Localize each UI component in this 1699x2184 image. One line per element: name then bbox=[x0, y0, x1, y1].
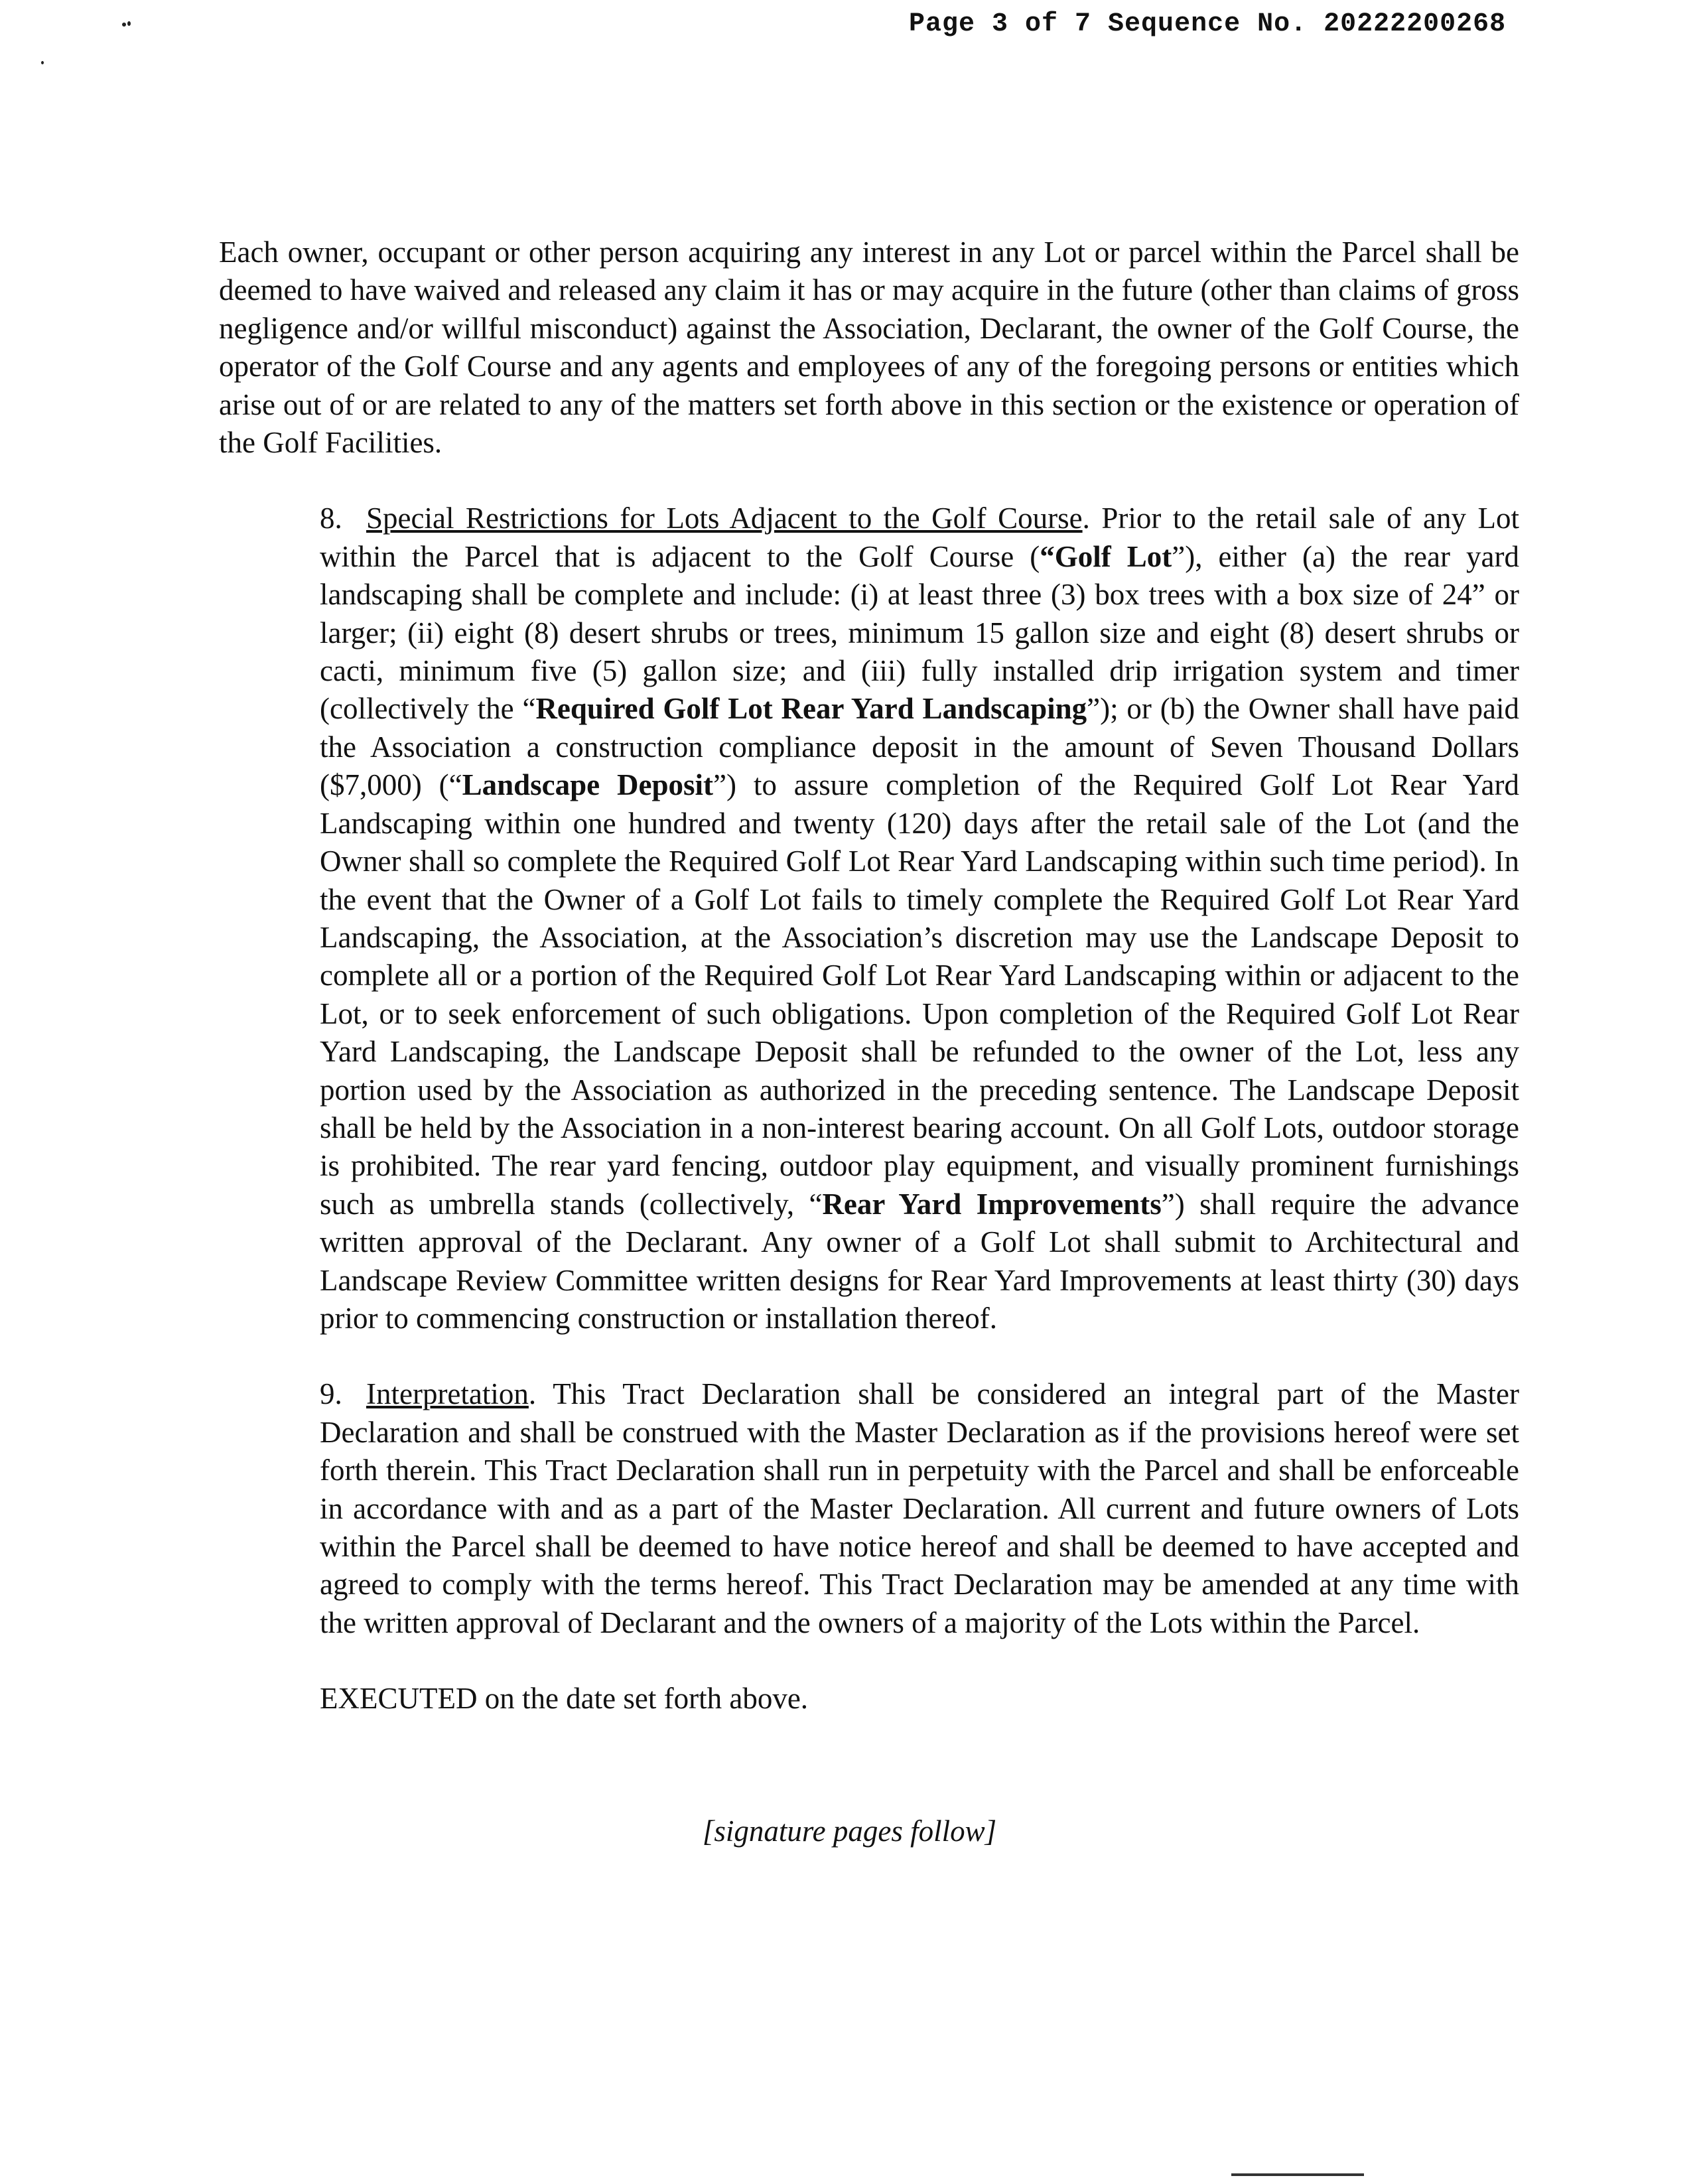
required-landscaping-term: Required Golf Lot Rear Yard Landscaping bbox=[535, 692, 1087, 726]
rear-yard-improvements-term: Rear Yard Improvements bbox=[822, 1187, 1162, 1221]
scan-speck bbox=[41, 61, 44, 64]
section-8-text-5: ”) shall require the advance written approval of the Declarant. Any owner of a Golf Lot shall submit to Architectural and Landscape Review Committee written designs for Rear Yard Improvements at least thirty (30) days prior to commencing construction or installation thereof. bbox=[320, 1187, 1519, 1335]
golf-lot-term: “Golf Lot bbox=[1040, 539, 1172, 573]
section-8-paragraph bbox=[219, 500, 1519, 1337]
document-body bbox=[219, 234, 1519, 1756]
section-8-number: 8. bbox=[320, 502, 342, 535]
scan-speck bbox=[127, 21, 131, 26]
page-sequence-header: Page 3 of 7 Sequence No. 20222200268 bbox=[909, 9, 1507, 39]
landscape-deposit-term: Landscape Deposit bbox=[462, 768, 714, 802]
section-9-paragraph bbox=[219, 1375, 1519, 1642]
scan-speck bbox=[122, 23, 126, 27]
section-8-text-1: . Prior to the retail sale of any Lot within the Parcel that is adjacent to the Golf Course ( bbox=[320, 502, 1519, 573]
section-8-heading: Special Restrictions for Lots Adjacent to the Golf Course bbox=[366, 502, 1083, 535]
signature-pages-note: [signature pages follow] bbox=[702, 1814, 997, 1848]
section-9-text: . This Tract Declaration shall be considered an integral part of the Master Declaration and shall be construed with the Master Declaration as if the provisions hereof were set forth therein. This Tract Declaration shall run in perpetuity with the Parcel and shall be enforceable in accordance with and as a part of the Master Declaration. All current and future owners of Lots within the Parcel shall be deemed to have notice hereof and shall be deemed to have accepted and agreed to comply with the terms hereof. This Tract Declaration may be amended at any time with the written approval of Declarant and the owners of a majority of the Lots within the Parcel. bbox=[320, 1377, 1519, 1639]
section-8-text-4: ”) to assure completion of the Required Golf Lot Rear Yard Landscaping within one hundred and twenty (120) days after the retail sale of the Lot (and the Owner shall so complete the Required Golf Lot Rear Yard Landscaping within such time period). In the event that the Owner of a Golf Lot fails to timely complete the Required Golf Lot Rear Yard Landscaping, the Association, at the Association’s discretion may use the Landscape Deposit to complete all or a portion of the Required Golf Lot Rear Yard Landscaping within or adjacent to the Lot, or to seek enforcement of such obligations. Upon completion of the Required Golf Lot Rear Yard Landscaping, the Landscape Deposit shall be refunded to the owner of the Lot, less any portion used by the Association as authorized in the preceding sentence. The Landscape Deposit shall be held by the Association in a non-interest bearing account. On all Golf Lots, outdoor storage is prohibited. The rear yard fencing, outdoor play equipment, and visually prominent furnishings such as umbrella stands (collectively, “ bbox=[320, 768, 1519, 1221]
section-9-heading: Interpretation bbox=[366, 1377, 529, 1411]
executed-line: EXECUTED on the date set forth above. bbox=[320, 1682, 809, 1716]
bottom-rule-mark bbox=[1231, 2173, 1364, 2176]
section-8-text-3: ”); or (b) the Owner shall have paid the Association a construction compliance deposit in the amount of Seven Thousand Dollars ($7,000) (“ bbox=[320, 692, 1519, 802]
section-8-text-2: ”), either (a) the rear yard landscaping shall be complete and include: (i) at least three (3) box trees with a box size of 24” or larger; (ii) eight (8) desert shrubs or trees, minimum 15 gallon size and eight (8) desert shrubs or cacti, minimum five (5) gallon size; and (iii) fully installed drip irrigation system and timer (collectively the “ bbox=[320, 539, 1519, 726]
paragraph-waiver: Each owner, occupant or other person acquiring any interest in any Lot or parcel within the Parcel shall be deemed to have waived and released any claim it has or may acquire in the future (other than claims of gross negligence and/or willful misconduct) against the Association, Declarant, the owner of the Golf Course, the operator of the Golf Course and any agents and employees of any of the foregoing persons or entities which arise out of or are related to any of the matters set forth above in this section or the existence or operation of the Golf Facilities. bbox=[219, 236, 1519, 460]
section-9-number: 9. bbox=[320, 1377, 342, 1411]
